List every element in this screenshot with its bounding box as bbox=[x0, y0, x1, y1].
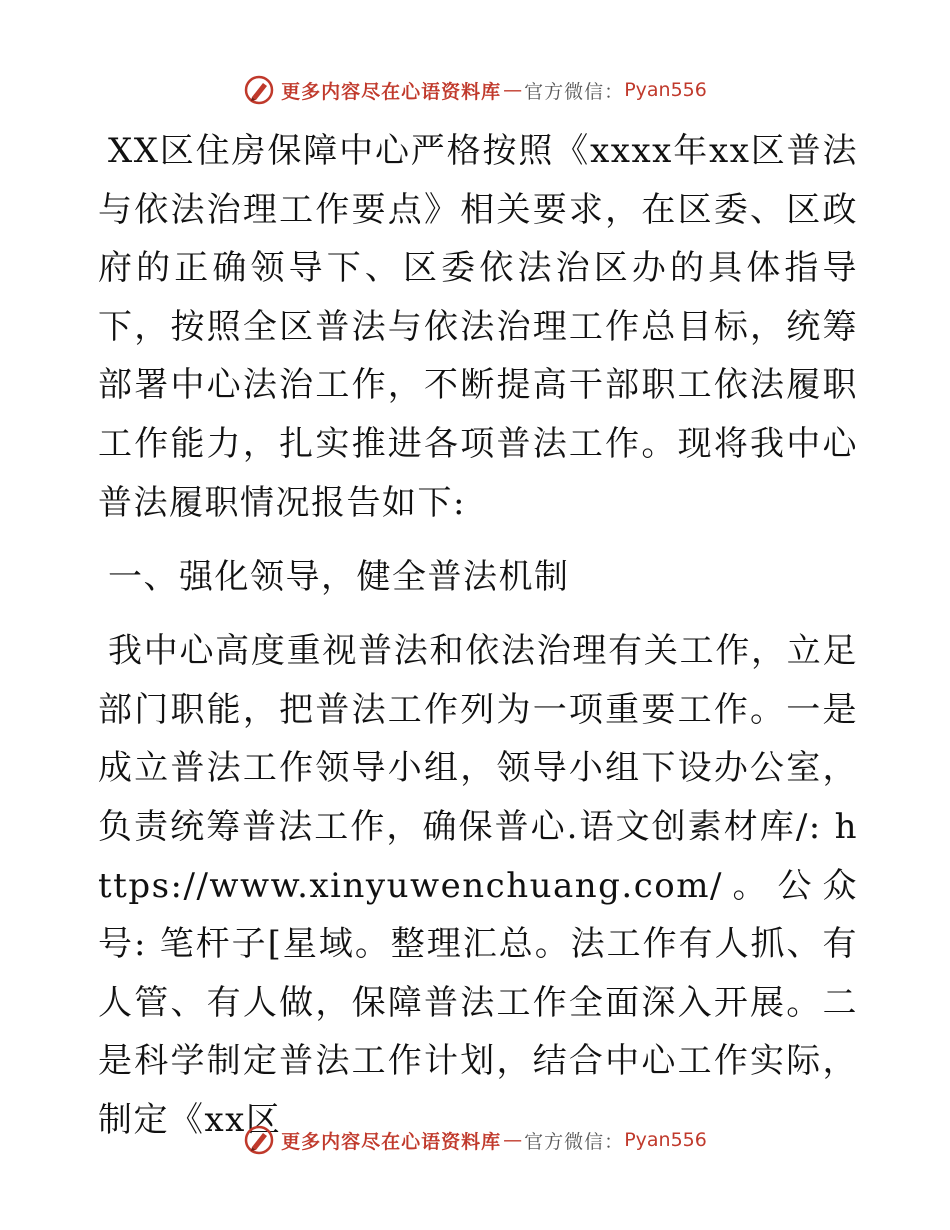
watermark-wechat-id: Pyan556 bbox=[624, 1129, 707, 1151]
watermark-separator: — bbox=[503, 79, 523, 101]
footer-watermark bbox=[0, 1120, 950, 1160]
header-watermark bbox=[0, 70, 950, 110]
document-body bbox=[98, 122, 858, 1150]
paragraph-section-1: 我中心高度重视普法和依法治理有关工作，立足部门职能，把普法工作列为一项重要工作。一是成立普法工作领导小组，领导小组下设办公室，负责统筹普法工作，确保普心.语文创素材库/: https://www.xinyuwenchuang.com/。公众号: 笔杆子[星域。整理汇总。法工作有人抓、有人管、有人做，保障普法工作全面深入开展。二是科学制定普法工作计划，结合中心工作实际，制定《xx区 bbox=[98, 631, 858, 1140]
watermark-separator: — bbox=[503, 1129, 523, 1151]
watermark-label: 官方微信： bbox=[524, 80, 625, 103]
pen-logo-icon bbox=[243, 1124, 275, 1156]
pen-logo-icon bbox=[243, 74, 275, 106]
section-heading-1: 一、强化领导，健全普法机制 bbox=[108, 557, 570, 598]
watermark-brand: 更多内容尽在心语资料库 bbox=[281, 1130, 502, 1153]
watermark-wechat-id: Pyan556 bbox=[624, 79, 707, 101]
watermark-brand: 更多内容尽在心语资料库 bbox=[281, 80, 502, 103]
watermark-label: 官方微信： bbox=[524, 1130, 625, 1153]
paragraph-intro: XX区住房保障中心严格按照《xxxx年xx区普法与依法治理工作要点》相关要求，在区委、区政府的正确领导下、区委依法治区办的具体指导下，按照全区普法与依法治理工作总目标，统筹部署中心法治工作，不断提高干部职工依法履职工作能力，扎实推进各项普法工作。现将我中心普法履职情况报告如下: bbox=[98, 131, 858, 523]
